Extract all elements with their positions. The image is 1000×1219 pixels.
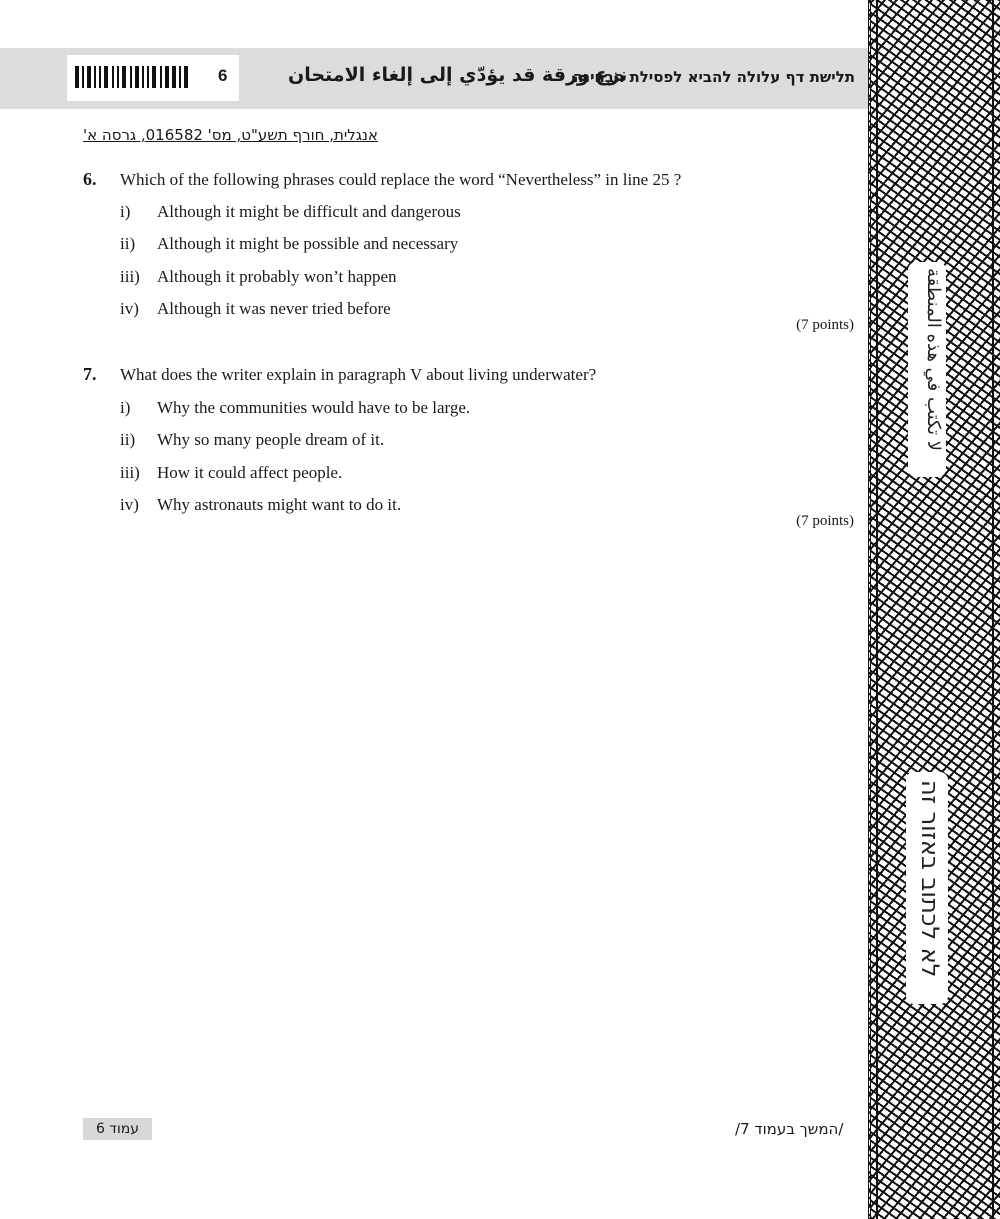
question-7-option-label: iv) <box>120 495 139 514</box>
arabic-side-note: لا تكتب في هذه المنطقة <box>923 268 944 452</box>
question-7-points: (7 points) <box>796 513 854 529</box>
no-write-strip-border <box>876 0 994 1219</box>
question-6-option-text: Although it might be possible and necessary <box>157 234 459 253</box>
question-7-option-text: Why astronauts might want to do it. <box>157 495 402 514</box>
question-6-points: (7 points) <box>796 317 854 333</box>
question-7-option-label: iii) <box>120 463 140 482</box>
hebrew-side-note: לא לכתוב באזור זה <box>916 780 944 978</box>
question-6-option-label: iv) <box>120 299 139 318</box>
question-6-option-text: Although it was never tried before <box>157 299 391 318</box>
question-6-text: Which of the following phrases could replace the word “Nevertheless” in line 25 ? <box>120 170 682 189</box>
barcode-icon <box>75 66 193 88</box>
page-label: עמוד 6 <box>83 1118 152 1140</box>
continued-note: /המשך בעמוד 7/ <box>735 1120 844 1138</box>
question-6-option-text: Although it probably won’t happen <box>157 267 397 286</box>
question-7-option-text: How it could affect people. <box>157 463 343 482</box>
question-6-number: 6. <box>83 169 97 189</box>
question-7-option-label: ii) <box>120 430 136 449</box>
question-7-option-label: i) <box>120 398 131 417</box>
hebrew-warning: תלישת דף עלולה להביא לפסילת הבחינה <box>572 68 855 86</box>
question-6-option-label: iii) <box>120 267 140 286</box>
header-page-number: 6 <box>218 66 228 85</box>
question-6-option-text: Although it might be difficult and dangerous <box>157 202 461 221</box>
question-7-option-text: Why so many people dream of it. <box>157 430 385 449</box>
question-7-option-text: Why the communities would have to be large. <box>157 398 471 417</box>
arabic-warning: نزع ورقة قد يؤدّي إلى إلغاء الامتحان <box>288 64 628 86</box>
question-6-option-label: i) <box>120 202 131 221</box>
question-7-number: 7. <box>83 364 97 384</box>
question-7-text: What does the writer explain in paragraph V about living underwater? <box>120 365 597 384</box>
exam-id: אנגלית, חורף תשע"ט, מס' 016582, גרסה א' <box>83 126 378 144</box>
question-6-option-label: ii) <box>120 234 136 253</box>
